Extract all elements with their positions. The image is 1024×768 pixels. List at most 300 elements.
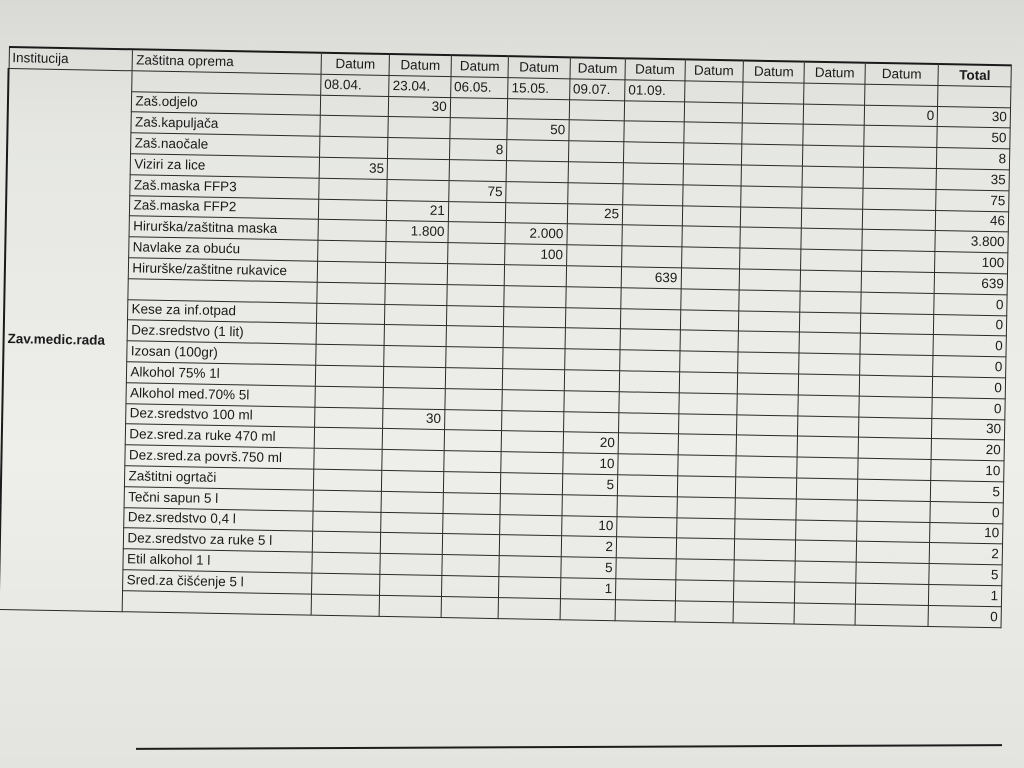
quantity-cell	[388, 138, 450, 160]
quantity-cell	[733, 602, 795, 624]
quantity-cell	[795, 561, 856, 583]
quantity-cell	[317, 261, 386, 283]
quantity-cell	[316, 324, 385, 346]
quantity-cell	[742, 103, 804, 125]
quantity-cell	[863, 146, 937, 168]
quantity-cell	[734, 539, 796, 561]
total-cell: 0	[934, 314, 1007, 336]
quantity-cell	[387, 158, 449, 180]
quantity-cell	[380, 574, 442, 596]
date-value	[684, 81, 743, 103]
quantity-cell	[676, 497, 735, 519]
quantity-cell	[499, 577, 561, 599]
quantity-cell	[387, 179, 449, 201]
total-cell: 0	[934, 293, 1007, 315]
quantity-cell	[448, 201, 506, 223]
quantity-cell	[618, 454, 678, 476]
quantity-cell	[682, 185, 741, 207]
item-name: Dez.sredstvo 100 ml	[126, 403, 315, 427]
quantity-cell	[803, 145, 864, 167]
item-name: Zaš.maska FFP2	[130, 195, 319, 219]
item-name: Dez.sred.za ruke 470 ml	[126, 424, 315, 448]
quantity-cell	[798, 416, 859, 438]
total-cell: 1	[929, 584, 1002, 606]
quantity-cell	[312, 531, 381, 553]
quantity-cell: 25	[567, 203, 623, 225]
total-cell: 46	[936, 210, 1009, 232]
quantity-cell	[569, 120, 625, 142]
quantity-cell	[569, 99, 625, 121]
date-header: Datum	[451, 55, 509, 77]
quantity-cell: 5	[562, 474, 618, 496]
quantity-cell	[736, 414, 798, 436]
quantity-cell	[738, 352, 800, 374]
quantity-cell	[562, 494, 618, 516]
quantity-cell	[619, 392, 679, 414]
equipment-table	[0, 46, 1012, 628]
total-cell: 0	[933, 356, 1006, 378]
quantity-cell	[381, 533, 443, 555]
quantity-cell	[678, 393, 737, 415]
quantity-cell: 1	[560, 578, 616, 600]
quantity-cell	[621, 288, 681, 310]
quantity-cell	[741, 165, 803, 187]
item-name: Alkohol med.70% 5l	[126, 382, 315, 406]
quantity-cell	[683, 122, 742, 144]
quantity-cell	[565, 307, 621, 329]
date-value	[804, 83, 865, 105]
quantity-cell	[680, 330, 739, 352]
quantity-cell	[564, 390, 620, 412]
quantity-cell	[740, 227, 802, 249]
quantity-cell	[316, 303, 385, 325]
quantity-cell	[739, 269, 801, 291]
quantity-cell: 10	[561, 515, 617, 537]
quantity-cell: 639	[621, 267, 681, 289]
quantity-cell	[797, 436, 858, 458]
quantity-cell	[445, 368, 503, 390]
quantity-cell	[615, 599, 675, 621]
quantity-cell	[855, 604, 929, 626]
quantity-cell	[388, 117, 450, 139]
quantity-cell	[501, 452, 563, 474]
quantity-cell	[860, 334, 934, 356]
quantity-cell: 0	[864, 105, 938, 127]
quantity-cell	[311, 594, 380, 616]
quantity-cell	[314, 428, 383, 450]
quantity-cell	[380, 554, 442, 576]
quantity-cell	[384, 325, 446, 347]
quantity-cell	[385, 283, 447, 305]
signature-line	[136, 744, 1002, 750]
quantity-cell	[859, 354, 933, 376]
total-cell: 100	[935, 252, 1008, 274]
quantity-cell	[800, 291, 861, 313]
quantity-cell	[862, 188, 936, 210]
quantity-cell	[802, 187, 863, 209]
quantity-cell	[736, 456, 798, 478]
quantity-cell	[381, 491, 443, 513]
quantity-cell	[450, 97, 508, 119]
quantity-cell	[317, 240, 386, 262]
item-name: Kese za inf.otpad	[128, 299, 317, 323]
quantity-cell	[507, 98, 569, 120]
quantity-cell: 5	[561, 557, 617, 579]
quantity-cell	[567, 183, 623, 205]
quantity-cell: 30	[389, 96, 451, 118]
quantity-cell	[382, 450, 444, 472]
item-name: Zaš.kapuljača	[131, 112, 320, 136]
date-value: 01.09.	[625, 80, 685, 102]
quantity-cell	[506, 181, 568, 203]
quantity-cell: 100	[505, 244, 567, 266]
quantity-cell	[315, 386, 384, 408]
total-cell: 5	[929, 564, 1002, 586]
quantity-cell	[623, 163, 683, 185]
quantity-cell	[442, 513, 500, 535]
date-value: 15.05.	[508, 77, 570, 99]
quantity-cell	[680, 309, 739, 331]
total-cell: 5	[931, 480, 1004, 502]
equipment-header: Zaštitna oprema	[132, 49, 321, 74]
item-name: Hirurška/zaštitna maska	[129, 216, 318, 240]
quantity-cell	[445, 388, 503, 410]
quantity-cell	[442, 555, 500, 577]
quantity-cell	[502, 389, 564, 411]
quantity-cell	[313, 490, 382, 512]
quantity-cell	[444, 451, 502, 473]
item-name: Zaš.naočale	[131, 133, 320, 157]
quantity-cell	[796, 540, 857, 562]
quantity-cell	[445, 347, 503, 369]
date-header: Datum	[743, 60, 805, 82]
quantity-cell	[502, 410, 564, 432]
quantity-cell: 35	[319, 157, 388, 179]
quantity-cell	[504, 306, 566, 328]
quantity-cell	[500, 514, 562, 536]
quantity-cell	[736, 435, 798, 457]
total-cell: 10	[930, 522, 1003, 544]
quantity-cell	[856, 521, 930, 543]
item-name: Dez.sredstvo 0,4 l	[124, 507, 313, 531]
quantity-cell	[739, 290, 801, 312]
quantity-cell: 1.800	[386, 221, 448, 243]
quantity-cell	[383, 387, 445, 409]
quantity-cell	[441, 575, 499, 597]
quantity-cell	[441, 596, 499, 618]
date-value	[864, 84, 938, 106]
quantity-cell	[379, 595, 441, 617]
quantity-cell	[675, 559, 734, 581]
quantity-cell	[314, 407, 383, 429]
date-header: Datum	[389, 54, 451, 76]
quantity-cell	[801, 249, 862, 271]
total-cell: 0	[933, 376, 1006, 398]
quantity-cell	[384, 366, 446, 388]
quantity-cell	[797, 478, 858, 500]
quantity-cell	[619, 371, 679, 393]
item-name: Zaš.maska FFP3	[130, 175, 319, 199]
quantity-cell	[624, 142, 684, 164]
total-cell: 10	[931, 460, 1004, 482]
quantity-cell	[802, 208, 863, 230]
date-value	[743, 82, 805, 104]
quantity-cell: 2	[561, 536, 617, 558]
quantity-cell	[504, 265, 566, 287]
quantity-cell	[681, 247, 740, 269]
quantity-cell	[742, 123, 804, 145]
date-header: Datum	[321, 53, 390, 76]
quantity-cell	[804, 104, 865, 126]
quantity-cell: 30	[383, 408, 445, 430]
quantity-cell	[681, 226, 740, 248]
quantity-cell	[799, 332, 860, 354]
date-header: Datum	[508, 56, 570, 78]
quantity-cell	[620, 350, 680, 372]
total-header: Total	[938, 64, 1011, 87]
quantity-cell	[862, 230, 936, 252]
total-cell: 0	[933, 335, 1006, 357]
quantity-cell	[683, 164, 742, 186]
total-cell: 3.800	[935, 231, 1008, 253]
total-cell: 639	[934, 272, 1007, 294]
quantity-cell	[386, 262, 448, 284]
date-value: 06.05.	[450, 76, 508, 98]
quantity-cell	[624, 121, 684, 143]
quantity-cell	[384, 346, 446, 368]
quantity-cell	[797, 457, 858, 479]
quantity-cell	[682, 205, 741, 227]
quantity-cell	[386, 242, 448, 264]
quantity-cell	[568, 162, 624, 184]
quantity-cell	[499, 535, 561, 557]
quantity-cell	[563, 411, 619, 433]
item-name: Viziri za lice	[131, 154, 320, 178]
quantity-cell	[312, 552, 381, 574]
quantity-cell	[800, 312, 861, 334]
quantity-cell	[678, 434, 737, 456]
institution-header: Institucija	[9, 47, 133, 71]
quantity-cell	[734, 560, 796, 582]
quantity-cell	[317, 282, 386, 304]
quantity-cell	[443, 492, 501, 514]
total-cell: 2	[930, 543, 1003, 565]
quantity-cell	[560, 598, 616, 620]
quantity-cell	[861, 292, 935, 314]
quantity-cell: 10	[562, 453, 618, 475]
quantity-cell	[311, 573, 380, 595]
quantity-cell	[620, 329, 680, 351]
quantity-cell	[616, 579, 676, 601]
quantity-cell	[566, 266, 622, 288]
quantity-cell	[320, 95, 389, 117]
item-name: Tečni sapun 5 l	[124, 486, 313, 510]
quantity-cell	[500, 493, 562, 515]
quantity-cell	[507, 140, 569, 162]
total-cell: 0	[932, 397, 1005, 419]
quantity-cell	[565, 287, 621, 309]
date-header: Datum	[625, 58, 685, 80]
quantity-cell	[737, 373, 799, 395]
quantity-cell	[447, 243, 505, 265]
quantity-cell	[735, 477, 797, 499]
quantity-cell	[680, 289, 739, 311]
quantity-cell	[798, 395, 859, 417]
quantity-cell	[677, 455, 736, 477]
item-name: Navlake za obuću	[129, 237, 318, 261]
quantity-cell	[503, 348, 565, 370]
quantity-cell	[741, 186, 803, 208]
quantity-cell	[314, 448, 383, 470]
quantity-cell	[860, 313, 934, 335]
quantity-cell	[738, 310, 800, 332]
total-cell: 20	[931, 439, 1004, 461]
quantity-cell	[799, 353, 860, 375]
quantity-cell	[312, 511, 381, 533]
quantity-cell	[385, 304, 447, 326]
total-cell: 0	[930, 501, 1003, 523]
quantity-cell	[677, 476, 736, 498]
quantity-cell	[506, 161, 568, 183]
quantity-cell	[856, 541, 930, 563]
quantity-cell	[803, 124, 864, 146]
quantity-cell	[624, 100, 684, 122]
quantity-cell	[683, 143, 742, 165]
quantity-cell	[738, 331, 800, 353]
quantity-cell	[566, 245, 622, 267]
quantity-cell	[795, 582, 856, 604]
item-name: Zaš.odjelo	[132, 91, 321, 115]
quantity-cell	[681, 268, 740, 290]
quantity-cell	[679, 372, 738, 394]
quantity-cell	[318, 220, 387, 242]
quantity-cell	[446, 305, 504, 327]
quantity-cell	[620, 308, 680, 330]
quantity-cell	[679, 351, 738, 373]
quantity-cell	[861, 250, 935, 272]
quantity-cell	[737, 394, 799, 416]
quantity-cell	[501, 431, 563, 453]
total-cell: 50	[937, 127, 1010, 149]
quantity-cell	[503, 327, 565, 349]
quantity-cell	[684, 101, 743, 123]
quantity-cell	[446, 326, 504, 348]
quantity-cell	[506, 202, 568, 224]
quantity-cell: 8	[449, 139, 507, 161]
date-header: Datum	[865, 63, 939, 86]
item-name: Hirurške/zaštitne rukavice	[129, 258, 318, 282]
quantity-cell	[443, 471, 501, 493]
item-name: Sred.za čišćenje 5 l	[123, 570, 312, 594]
total-cell: 75	[936, 189, 1009, 211]
date-header: Datum	[804, 62, 865, 84]
item-name: Etil alkohol 1 l	[123, 549, 312, 573]
date-value: 09.07.	[569, 79, 625, 101]
quantity-cell	[862, 209, 936, 231]
quantity-cell	[794, 603, 855, 625]
quantity-cell	[442, 534, 500, 556]
quantity-cell	[617, 516, 677, 538]
quantity-cell	[799, 374, 860, 396]
quantity-cell	[319, 178, 388, 200]
total-cell: 0	[928, 605, 1001, 627]
quantity-cell	[617, 495, 677, 517]
quantity-cell	[863, 167, 937, 189]
quantity-cell	[501, 473, 563, 495]
item-name: Dez.sredstvo za ruke 5 l	[124, 528, 313, 552]
quantity-cell	[856, 562, 930, 584]
quantity-cell	[859, 375, 933, 397]
quantity-cell	[313, 469, 382, 491]
quantity-cell	[861, 271, 935, 293]
quantity-cell	[622, 246, 682, 268]
quantity-cell	[864, 126, 938, 148]
quantity-cell	[320, 116, 389, 138]
quantity-cell	[858, 458, 932, 480]
quantity-cell	[857, 479, 931, 501]
quantity-cell: 21	[387, 200, 449, 222]
quantity-cell	[564, 349, 620, 371]
total-blank	[938, 85, 1011, 107]
item-name	[123, 590, 312, 614]
quantity-cell	[565, 328, 621, 350]
quantity-cell	[450, 118, 508, 140]
quantity-cell: 50	[507, 119, 569, 141]
quantity-cell	[502, 369, 564, 391]
item-name: Zaštitni ogrtači	[125, 466, 314, 490]
quantity-cell	[796, 499, 857, 521]
quantity-cell	[622, 225, 682, 247]
date-header: Datum	[570, 57, 626, 79]
quantity-cell	[741, 144, 803, 166]
quantity-cell	[623, 184, 683, 206]
quantity-cell: 75	[449, 180, 507, 202]
quantity-cell	[619, 412, 679, 434]
quantity-cell	[444, 409, 502, 431]
quantity-cell	[858, 417, 932, 439]
quantity-cell: 20	[563, 432, 619, 454]
quantity-cell	[447, 264, 505, 286]
quantity-cell	[735, 518, 797, 540]
quantity-cell: 2.000	[505, 223, 567, 245]
quantity-cell	[616, 558, 676, 580]
quantity-cell	[449, 160, 507, 182]
total-cell: 8	[937, 148, 1010, 170]
total-cell: 30	[932, 418, 1005, 440]
quantity-cell	[735, 498, 797, 520]
quantity-cell	[504, 285, 566, 307]
item-name: Dez.sred.za površ.750 ml	[125, 445, 314, 469]
quantity-cell	[567, 224, 623, 246]
quantity-cell	[568, 141, 624, 163]
quantity-cell	[564, 370, 620, 392]
quantity-cell	[382, 470, 444, 492]
quantity-cell	[448, 222, 506, 244]
quantity-cell	[857, 500, 931, 522]
quantity-cell	[739, 248, 801, 270]
item-name: Dez.sredstvo (1 lit)	[128, 320, 317, 344]
quantity-cell	[618, 433, 678, 455]
quantity-cell	[316, 344, 385, 366]
quantity-cell	[617, 475, 677, 497]
quantity-cell	[678, 413, 737, 435]
quantity-cell	[802, 166, 863, 188]
quantity-cell	[858, 437, 932, 459]
quantity-cell	[498, 597, 560, 619]
quantity-cell	[382, 429, 444, 451]
quantity-cell	[444, 430, 502, 452]
quantity-cell	[733, 581, 795, 603]
